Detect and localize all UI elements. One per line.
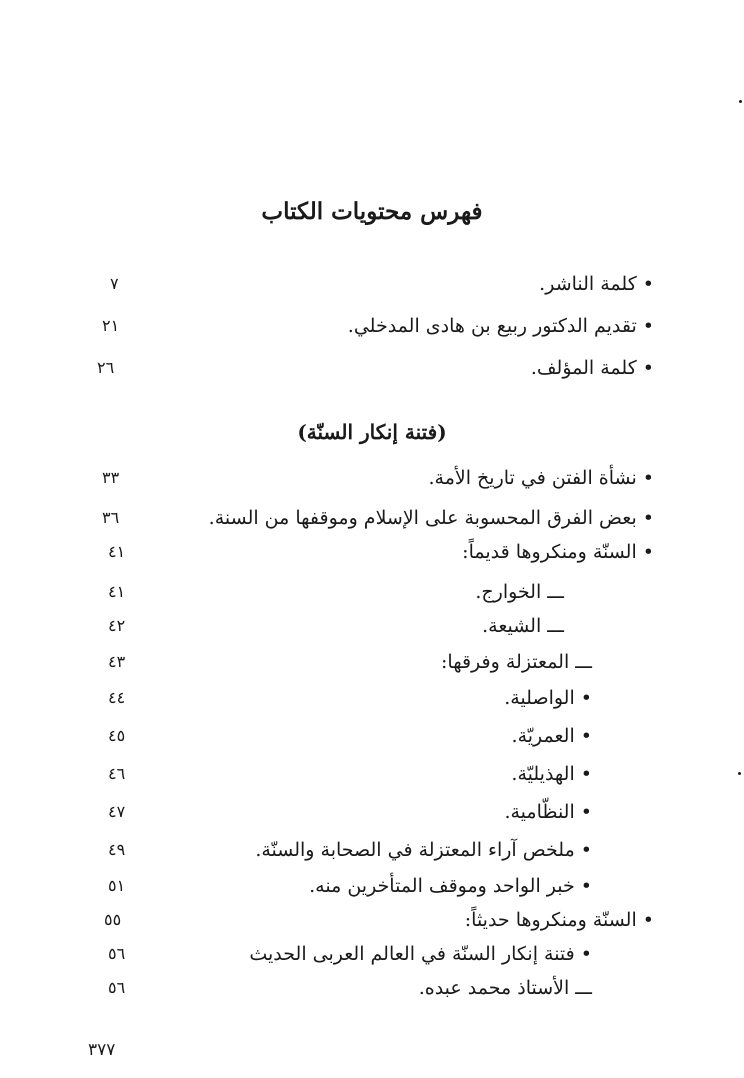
section-heading: (فتنة إنكار السنّة) — [297, 420, 447, 444]
toc-page-number: ٥٥ — [104, 910, 122, 929]
toc-entry-text: ـــ المعتزلة وفرقها: — [441, 651, 592, 673]
toc-page-number: ٧ — [110, 274, 119, 293]
toc-row — [0, 832, 744, 868]
toc-entry-text: • ملخص آراء المعتزلة في الصحابة والسنّة. — [255, 839, 592, 861]
toc-entry-text: ـــ الخوارج. — [475, 581, 564, 603]
page-title: فهرس محتويات الكتاب — [261, 198, 483, 225]
toc-row — [0, 500, 744, 536]
toc-entry-text: ـــ الأستاذ محمد عبده. — [418, 977, 592, 999]
toc-row — [0, 970, 744, 1006]
toc-entry-text: ـــ الشيعة. — [482, 615, 564, 637]
scan-speck — [738, 772, 741, 775]
toc-row — [0, 718, 744, 754]
toc-row — [0, 308, 744, 344]
toc-entry-text: • الواصلية. — [504, 687, 592, 709]
toc-page-number: ٥١ — [108, 876, 126, 895]
toc-entry-text: • فتنة إنكار السنّة في العالم العربى الحديث — [249, 943, 592, 965]
page-number-footer: ٣٧٧ — [88, 1040, 116, 1060]
toc-row — [0, 644, 744, 680]
toc-entry-text: • خبر الواحد وموقف المتأخرين منه. — [309, 875, 592, 897]
toc-row — [0, 266, 744, 302]
toc-entry-text: • السنّة ومنكروها حديثاً: — [464, 909, 654, 931]
toc-row — [0, 936, 744, 972]
toc-page-number: ٤٩ — [108, 840, 126, 859]
toc-page-number: ٢٦ — [97, 358, 115, 377]
toc-row — [0, 756, 744, 792]
toc-row — [0, 608, 744, 644]
toc-entry-text: • النظّامية. — [504, 801, 592, 823]
toc-row — [0, 902, 744, 938]
toc-entry-text: • نشأة الفتن في تاريخ الأمة. — [428, 467, 654, 489]
toc-page-number: ٤٤ — [108, 688, 126, 707]
toc-row — [0, 868, 744, 904]
toc-entry-text: • تقديم الدكتور ربيع بن هادى المدخلي. — [347, 315, 654, 337]
toc-row — [0, 350, 744, 386]
toc-page-number: ٥٦ — [108, 944, 126, 963]
toc-row — [0, 794, 744, 830]
toc-page-number: ٤١ — [108, 542, 126, 561]
toc-row — [0, 574, 744, 610]
toc-entry-text: • بعض الفرق المحسوبة على الإسلام وموقفها من السنة. — [208, 507, 654, 529]
toc-page-number: ٤٣ — [108, 652, 126, 671]
toc-page-number: ٢١ — [102, 316, 120, 335]
toc-entry-text: • العمريّة. — [511, 725, 592, 747]
toc-entry-text: • الهذيليّة. — [511, 763, 592, 785]
scan-speck — [739, 100, 742, 103]
toc-page-number: ٤٦ — [108, 764, 126, 783]
toc-row — [0, 680, 744, 716]
toc-page-number: ٥٦ — [108, 978, 126, 997]
toc-page-number: ٤١ — [108, 582, 126, 601]
toc-page-number: ٤٥ — [108, 726, 126, 745]
toc-entry-text: • كلمة المؤلف. — [530, 357, 654, 379]
toc-entry-text: • السنّة ومنكروها قديماً: — [462, 541, 654, 563]
toc-page-number: ٣٦ — [102, 508, 120, 527]
toc-row — [0, 460, 744, 496]
toc-row — [0, 534, 744, 570]
toc-page-number: ٤٢ — [108, 616, 126, 635]
toc-page-number: ٣٣ — [102, 468, 120, 487]
toc-page-number: ٤٧ — [108, 802, 126, 821]
toc-entry-text: • كلمة الناشر. — [539, 273, 654, 295]
